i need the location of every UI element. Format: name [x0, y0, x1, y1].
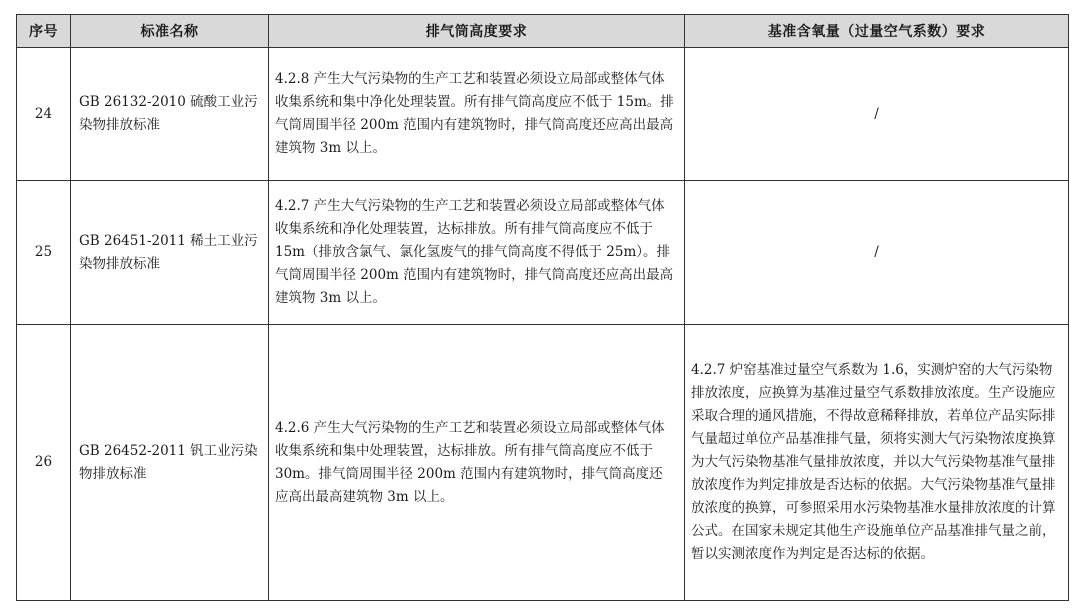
- row-index: 26: [17, 325, 71, 601]
- row-stack-height: 4.2.8 产生大气污染物的生产工艺和装置必须设立局部或整体气体收集系统和集中净化处理装置。所有排气筒高度应不低于 15m。排气筒周围半径 200m 范围内有建筑物时，排气筒高度还应高出最高建筑物 3m 以上。: [269, 48, 685, 181]
- row-index: 25: [17, 181, 71, 325]
- table-header: [17, 15, 1069, 48]
- header-row: [17, 15, 1069, 48]
- standards-table-container: [16, 14, 1068, 599]
- table-row: [17, 181, 1069, 325]
- row-standard-name: GB 26451-2011 稀土工业污染物排放标准: [71, 181, 269, 325]
- row-standard-name: GB 26452-2011 钒工业污染物排放标准: [71, 325, 269, 601]
- header-stack-height: 排气筒高度要求: [269, 15, 685, 48]
- row-stack-height: 4.2.7 产生大气污染物的生产工艺和装置必须设立局部或整体气体收集系统和净化处理装置，达标排放。所有排气筒高度应不低于 15m（排放含氯气、氯化氢废气的排气筒高度不得低于 25m）。排气筒周围半径 200m 范围内有建筑物时，排气筒高度还应高出最高建筑物 3m 以上。: [269, 181, 685, 325]
- header-standard-name: 标准名称: [71, 15, 269, 48]
- header-reference-oxygen: 基准含氧量（过量空气系数）要求: [685, 15, 1069, 48]
- standards-table: [16, 14, 1069, 601]
- row-standard-name: GB 26132-2010 硫酸工业污染物排放标准: [71, 48, 269, 181]
- row-index: 24: [17, 48, 71, 181]
- row-reference-oxygen: /: [685, 181, 1069, 325]
- table-row: [17, 325, 1069, 601]
- header-index: 序号: [17, 15, 71, 48]
- table-body: [17, 48, 1069, 601]
- row-reference-oxygen: /: [685, 48, 1069, 181]
- table-row: [17, 48, 1069, 181]
- row-stack-height: 4.2.6 产生大气污染物的生产工艺和装置必须设立局部或整体气体收集系统和集中处理装置，达标排放。所有排气筒高度应不低于 30m。排气筒周围半径 200m 范围内有建筑物时，排气筒高度还应高出最高建筑物 3m 以上。: [269, 325, 685, 601]
- row-reference-oxygen: 4.2.7 炉窑基准过量空气系数为 1.6，实测炉窑的大气污染物排放浓度，应换算为基准过量空气系数排放浓度。生产设施应采取合理的通风措施，不得故意稀释排放，若单位产品实际排气量超过单位产品基准排气量，须将实测大气污染物浓度换算为大气污染物基准气量排放浓度，并以大气污染物基准气量排放浓度作为判定排放是否达标的依据。大气污染物基准气量排放浓度的换算，可参照采用水污染物基准水量排放浓度的计算公式。在国家未规定其他生产设施单位产品基准排气量之前，暂以实测浓度作为判定是否达标的依据。: [685, 325, 1069, 601]
